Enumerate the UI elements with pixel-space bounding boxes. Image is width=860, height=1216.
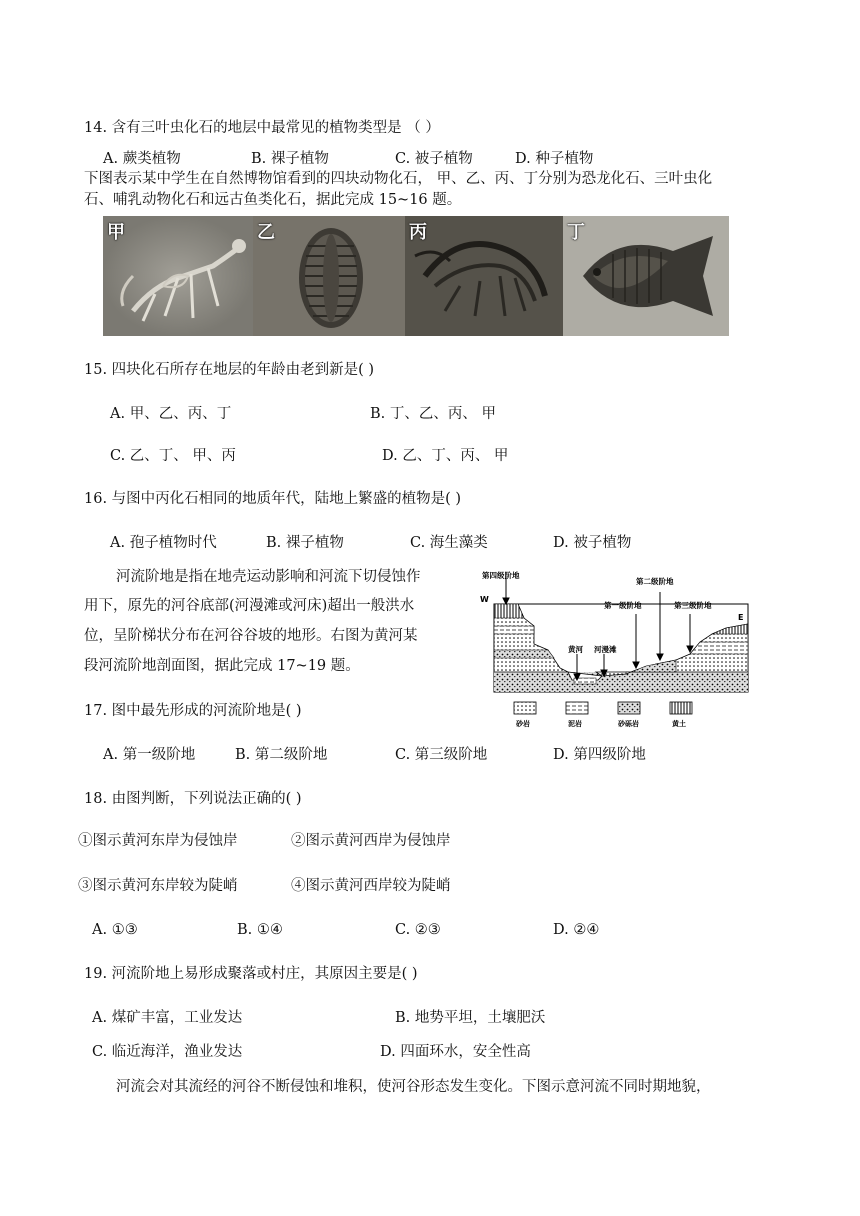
q17-option-a: A. 第一级阶地 — [103, 747, 196, 763]
fossil-label-bing: 丙 — [409, 222, 427, 243]
question-19-stem: 19. 河流阶地上易形成聚落或村庄，其原因主要是( ) — [84, 966, 418, 982]
q18-statement-4: ④图示黄河西岸较为陡峭 — [291, 878, 451, 894]
q16-option-a: A. 孢子植物时代 — [110, 535, 217, 551]
fossil-intro-line2: 石、哺乳动物化石和远古鱼类化石，据此完成 15~16 题。 — [84, 192, 462, 208]
q17-option-b: B. 第二级阶地 — [235, 747, 328, 763]
q18-option-a: A. ①③ — [92, 922, 138, 938]
q17-option-d: D. 第四级阶地 — [553, 747, 646, 763]
q19-option-b: B. 地势平坦，土壤肥沃 — [395, 1010, 546, 1026]
q18-statement-3: ③图示黄河东岸较为陡峭 — [78, 878, 238, 894]
question-14-stem: 14. 含有三叶虫化石的地层中最常见的植物类型是 （ ） — [84, 120, 440, 136]
q15-option-b: B. 丁、乙、丙、 甲 — [370, 406, 496, 422]
fossil-image-strip — [103, 216, 729, 336]
legend-conglomerate: 砂砾岩 — [618, 720, 639, 728]
legend-loess: 黄土 — [672, 720, 686, 728]
fossil-fish-image — [563, 216, 729, 336]
q18-option-b: B. ①④ — [237, 922, 283, 938]
closing-paragraph-line1: 河流会对其流经的河谷不断侵蚀和堆积，使河谷形态发生变化。下图示意河流不同时期地貌， — [116, 1079, 711, 1095]
fossil-dinosaur-image — [103, 216, 253, 336]
label-floodplain: 河漫滩 — [594, 645, 617, 654]
legend-mudstone: 泥岩 — [568, 720, 582, 728]
q16-option-c: C. 海生藻类 — [410, 535, 488, 551]
terrace-intro-line1: 河流阶地是指在地壳运动影响和河流下切侵蚀作 — [116, 569, 421, 585]
q16-option-d: D. 被子植物 — [553, 535, 632, 551]
q15-option-c: C. 乙、丁、 甲、丙 — [110, 448, 236, 464]
fossil-trilobite-image — [253, 216, 405, 336]
question-18-stem: 18. 由图判断，下列说法正确的( ) — [84, 791, 302, 807]
q18-statement-2: ②图示黄河西岸为侵蚀岸 — [291, 833, 451, 849]
legend-sandstone: 砂岩 — [516, 720, 530, 728]
question-15-stem: 15. 四块化石所存在地层的年龄由老到新是( ) — [84, 362, 375, 378]
q14-option-a: A. 蕨类植物 — [103, 151, 181, 167]
q14-option-d: D. 种子植物 — [515, 151, 594, 167]
q19-option-c: C. 临近海洋，渔业发达 — [92, 1044, 243, 1060]
q18-statement-1: ①图示黄河东岸为侵蚀岸 — [78, 833, 238, 849]
q19-option-d: D. 四面环水，安全性高 — [380, 1044, 531, 1060]
q17-option-c: C. 第三级阶地 — [395, 747, 488, 763]
fossil-mammal-image — [405, 216, 563, 336]
label-yellow-river: 黄河 — [568, 645, 583, 654]
fossil-intro-line1: 下图表示某中学生在自然博物馆看到的四块动物化石， 甲、乙、丙、丁分别为恐龙化石、三叶虫化 — [84, 171, 713, 187]
fossil-label-yi: 乙 — [257, 222, 275, 243]
q15-option-d: D. 乙、丁、丙、 甲 — [382, 448, 509, 464]
q15-option-a: A. 甲、乙、丙、丁 — [110, 406, 232, 422]
fossil-label-jia: 甲 — [107, 222, 125, 243]
label-terrace-3: 第三级阶地 — [674, 601, 712, 610]
q18-option-d: D. ②④ — [553, 922, 600, 938]
label-terrace-1: 第一级阶地 — [604, 601, 642, 610]
fossil-label-ding: 丁 — [567, 222, 585, 243]
terrace-intro-line3: 位，呈阶梯状分布在河谷谷坡的地形。右图为黄河某 — [84, 628, 418, 644]
label-east: E — [738, 613, 744, 622]
q19-option-a: A. 煤矿丰富，工业发达 — [92, 1010, 243, 1026]
terrace-intro-line2: 用下，原先的河谷底部(河漫滩或河床)超出一般洪水 — [84, 598, 415, 614]
label-terrace-2: 第二级阶地 — [636, 577, 674, 586]
label-terrace-4: 第四级阶地 — [482, 571, 520, 580]
terrace-intro-line4: 段河流阶地剖面图，据此完成 17~19 题。 — [84, 658, 360, 674]
label-west: W — [480, 595, 489, 604]
q14-option-b: B. 裸子植物 — [251, 151, 329, 167]
q16-option-b: B. 裸子植物 — [266, 535, 344, 551]
q18-option-c: C. ②③ — [395, 922, 441, 938]
q14-option-c: C. 被子植物 — [395, 151, 473, 167]
river-terrace-diagram — [476, 568, 760, 730]
question-16-stem: 16. 与图中丙化石相同的地质年代，陆地上繁盛的植物是( ) — [84, 491, 462, 507]
question-17-stem: 17. 图中最先形成的河流阶地是( ) — [84, 703, 302, 719]
